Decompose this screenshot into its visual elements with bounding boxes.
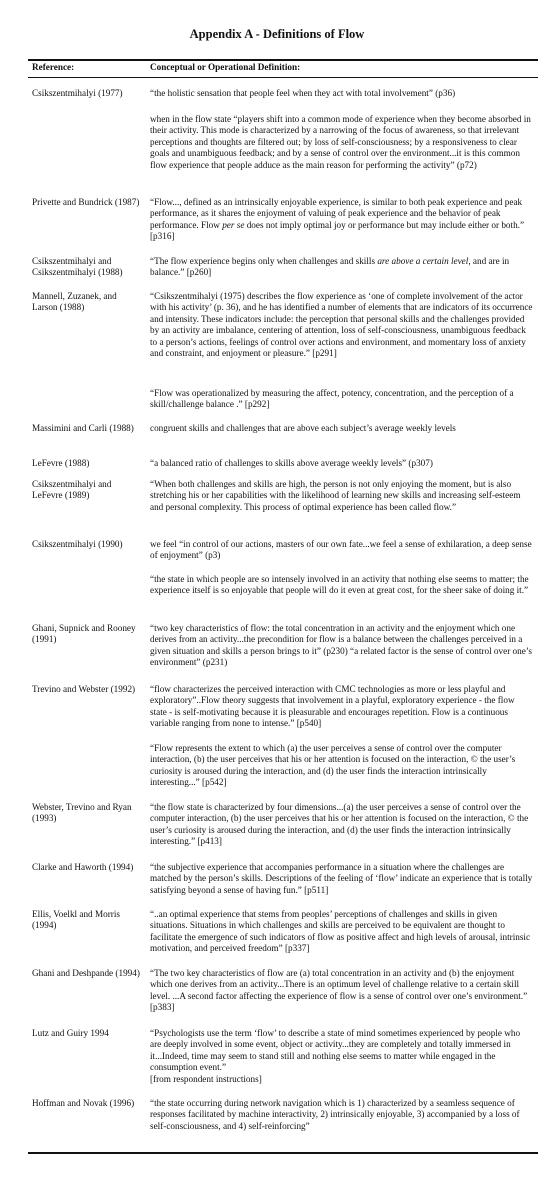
definition-cell: “a balanced ratio of challenges to skills above average weekly levels” (p307): [150, 458, 433, 468]
definition-cell: “two key characteristics of flow: the total concentration in an activity and the enjoyment which one derives from an activity...the precondition for flow is a balance between the challenges perceived in a given situation and skills a person brings to it” (p230) “a related factor is the sense of control over one’s environment” (p231): [150, 623, 532, 668]
reference-cell: Lutz and Guiry 1994: [32, 1028, 109, 1038]
definition-cell: [150, 197, 533, 243]
reference-cell: Csikszentmihalyi and Csikszentmihalyi (1988): [32, 256, 123, 278]
reference-cell: Massimini and Carli (1988): [32, 423, 134, 433]
definition-cell: [150, 1028, 533, 1085]
reference-header: Reference:: [32, 62, 75, 72]
definition-cell: “Csikszentmihalyi (1975) describes the flow experience as ‘one of complete involvement of the actor with his activity’ (p. 36), and he has identified a number of elements that are indicators of its occurrence and intensity. These indicators include: the perception that personal skills and the challenges provided by an activity are imbalance, centering of attention, loss of self-consciousness, unambiguous feedback to a person’s actions, feelings of control over actions and environment, and momentary loss of anxiety and constraint, and enjoyment or pleasure.” [p291]: [150, 291, 533, 359]
bottom-rule: [28, 1152, 538, 1154]
definition-note: [from respondent instructions]: [150, 1073, 262, 1084]
reference-cell: Csikszentmihalyi (1977): [32, 88, 123, 98]
reference-cell: Hoffman and Novak (1996): [32, 1098, 135, 1108]
reference-cell: Clarke and Haworth (1994): [32, 862, 134, 872]
reference-cell: Ellis, Voelkl and Morris (1994): [32, 909, 120, 931]
reference-cell: Csikszentmihalyi and LeFevre (1989): [32, 479, 112, 501]
reference-cell: Csikszentmihalyi (1990): [32, 539, 123, 549]
definition-cell: “When both challenges and skills are high, the person is not only enjoying the moment, but is also stretching his or her capabilities with the likelihood of learning new skills and increasing self-esteem and personal complexity. This process of optimal experience has been called flow.”: [150, 479, 521, 512]
reference-cell: Ghani, Supnick and Rooney (1991): [32, 623, 136, 645]
definition-emphasis: per se: [222, 219, 245, 230]
definition-text: “Flow..., defined as an intrinsically enjoyable experience, is similar to both peak experience and peak performance, as it shares the enjoyment of valuing of peak experience and the behavior of peak performance. Flow: [150, 197, 523, 230]
page-title: Appendix A - Definitions of Flow: [189, 27, 365, 41]
definition-cell: congruent skills and challenges that are above each subject’s average weekly levels: [150, 423, 456, 433]
reference-cell: Trevino and Webster (1992): [32, 684, 136, 694]
definition-cell: “the state in which people are so intensely involved in an activity that nothing else seems to matter; the experience itself is so enjoyable that people will do it even at great cost, for the sheer sake of doing it.”: [150, 574, 529, 596]
header-rule: [28, 77, 538, 78]
definition-text: “Psychologists use the term ‘flow’ to describe a state of mind sometimes experienced by people who are deeply involved in some event, object or activity...they are completely and totally immersed in it...Indeed, time may seem to stand still and nothing else seems to matter while engaged in the consumption event.”: [150, 1028, 521, 1073]
definition-emphasis: are above a certain level,: [377, 256, 471, 266]
definition-cell: “Flow was operationalized by measuring the affect, potency, concentration, and the perception of a skill/challenge balance .” [p292]: [150, 388, 514, 410]
definition-cell: “The two key characteristics of flow are (a) total concentration in an activity and (b) the enjoyment which one derives from an activity...There is an optimum level of challenge relative to a certain skill level. ...A second factor affecting the experience of flow is a sense of control over one’s environment.” [p383]: [150, 968, 528, 1013]
definition-text: and are in balance.” [p260]: [150, 256, 510, 278]
definition-cell: “..an optimal experience that stems from peoples’ perceptions of challenges and skills in given situations. Situations in which challenges and skills are perceived to be equivalent are thought to facilitate the emergence of such indicators of flow as positive affect and high levels of arousal, intrinsic motivation, and perceived freedom” [p337]: [150, 909, 531, 954]
reference-cell: Webster, Trevino and Ryan (1993): [32, 802, 132, 824]
definition-header: Conceptual or Operational Definition:: [150, 62, 301, 72]
reference-cell: LeFevre (1988): [32, 458, 90, 468]
definition-cell: “the flow state is characterized by four dimensions...(a) the user perceives a sense of control over the computer interaction, (b) the user perceives that his or her attention is focused on the interaction, © the user’s curiosity is aroused during the interaction, and (d) the user finds the interaction intrinsically interesting.” [p413]: [150, 802, 529, 847]
reference-cell: Privette and Bundrick (1987): [32, 197, 140, 207]
definition-cell: “flow characterizes the perceived interaction with CMC technologies as more or less playful and exploratory”..Flow theory suggests that involvement in a playful, exploratory experience - the flow state - is self-motivating because it is pleasurable and encourages repetition. Flow is a continuous variable ranging from none to intense.” [p540]: [150, 684, 515, 729]
reference-cell: Ghani and Deshpande (1994): [32, 968, 140, 978]
definition-cell: “the state occurring during network navigation which is 1) characterized by a seamless sequence of responses facilitated by machine interactivity, 2) intrinsically enjoyable, 3) accompanied by a loss of self-consciousness, and 4) self-reinforcing”: [150, 1098, 520, 1131]
definition-cell: [150, 256, 533, 279]
definition-cell: “the subjective experience that accompanies performance in a situation where the challenges are matched by the person’s skills. Descriptions of the feeling of ‘flow’ indicate an experience that is totally satisfying beyond a sense of having fun.” [p511]: [150, 862, 533, 895]
definition-cell: “the holistic sensation that people feel when they act with total involvement” (p36): [150, 88, 456, 98]
definition-text: does not imply optimal joy or performance but may include either or both.” [p316]: [150, 219, 525, 242]
definition-cell: “Flow represents the extent to which (a) the user perceives a sense of control over the computer interaction, (b) the user perceives that his or her attention is focused on the interaction, © the user’s curiosity is aroused during the interaction, and (d) the user finds the interaction intrinsically interesting...” [p542]: [150, 743, 516, 788]
top-rule: [28, 59, 538, 61]
definition-text: “The flow experience begins only when challenges and skills: [150, 256, 378, 266]
reference-cell: Mannell, Zuzanek, and Larson (1988): [32, 291, 117, 313]
definition-cell: we feel “in control of our actions, masters of our own fate...we feel a sense of exhilaration, a deep sense of enjoyment” (p3): [150, 539, 532, 561]
definition-cell: when in the flow state “players shift into a common mode of experience when they become absorbed in their activity. This mode is characterized by a narrowing of the focus of awareness, so that irrelevant perceptions and thoughts are filtered out; by loss of self-consciousness; by a responsiveness to clear goals and unambiguous feedback; and by a sense of control over the environment...it is this common flow experience that people adduce as the main reason for performing the activity” (p72): [150, 114, 531, 170]
